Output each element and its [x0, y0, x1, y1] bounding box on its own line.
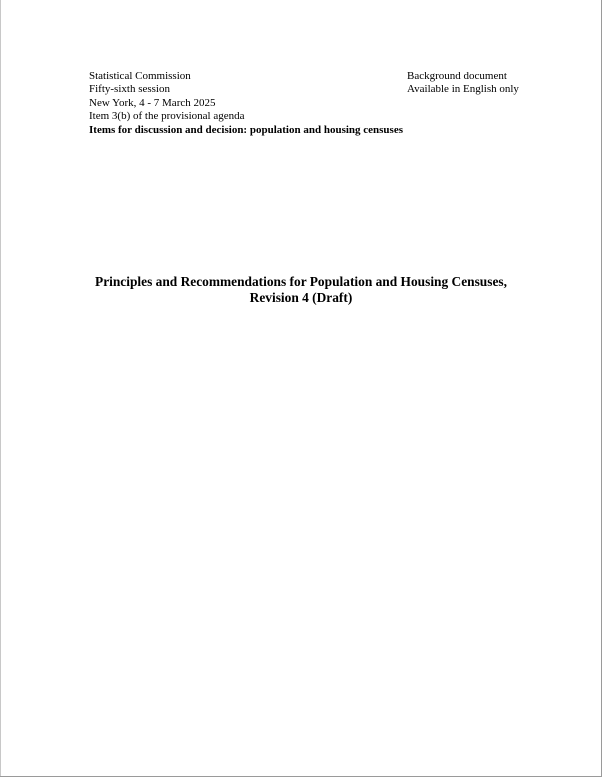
title-line-2: Revision 4 (Draft) [249, 290, 353, 305]
document-header-right [407, 70, 519, 97]
agenda-item: Item 3(b) of the provisional agenda [89, 110, 245, 123]
document-title [0, 274, 602, 306]
commission-name: Statistical Commission [89, 70, 191, 82]
agenda-topic: Items for discussion and decision: population and housing censuses [89, 123, 403, 136]
location-date: New York, 4 - 7 March 2025 [89, 96, 216, 109]
session-label: Fifty-sixth session [89, 83, 170, 96]
document-header-left [89, 70, 403, 137]
title-line-1: Principles and Recommendations for Population and Housing Censuses, [95, 274, 507, 289]
page-left-edge [0, 0, 1, 777]
language-note: Available in English only [407, 83, 519, 96]
document-type: Background document [407, 70, 507, 82]
